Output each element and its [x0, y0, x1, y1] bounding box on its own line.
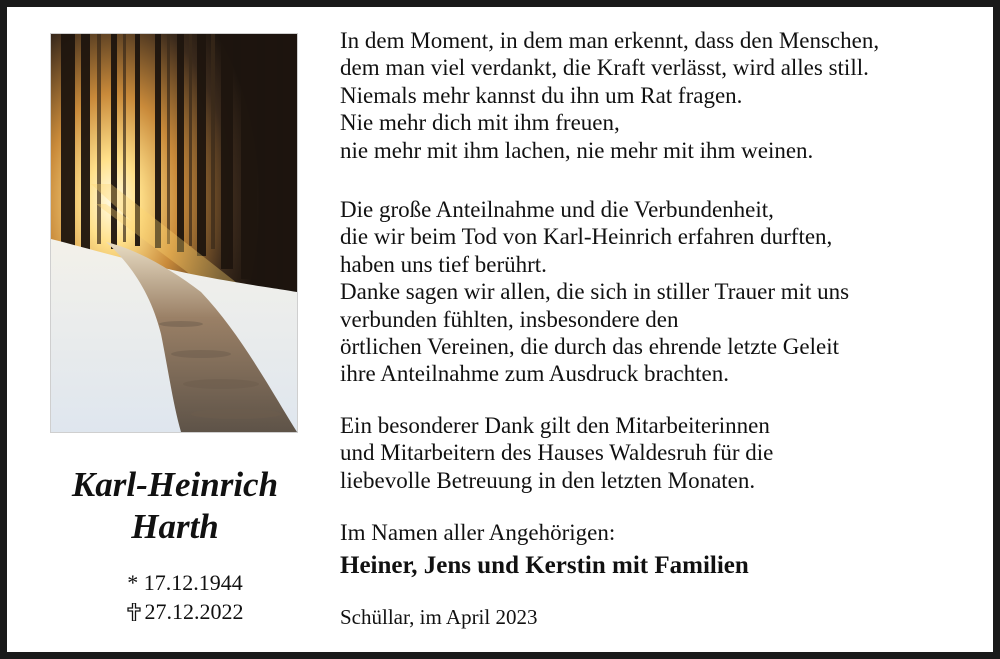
text-line: Ein besonderer Dank gilt den Mitarbeiterinnen [340, 413, 770, 438]
text-line: liebevolle Betreuung in den letzten Monaten. [340, 467, 756, 493]
text-line: die wir beim Tod von Karl-Heinrich erfahren durften, [340, 224, 833, 250]
paragraph-thanks [340, 196, 960, 388]
text-line: Im Namen aller Angehörigen: [340, 520, 616, 545]
signature-intro [340, 519, 960, 546]
cross-icon [127, 603, 141, 621]
text-line: Niemals mehr kannst du ihn um Rat fragen. [340, 82, 743, 108]
text-line: dem man viel verdankt, die Kraft verlässt, wird alles still. [340, 55, 869, 81]
text-line: verbunden fühlten, insbesondere den [340, 306, 679, 332]
text-line: und Mitarbeitern des Hauses Waldesruh für die [340, 440, 774, 466]
deceased-last-name: Harth [131, 507, 219, 546]
text-line: Danke sagen wir allen, die sich in stiller Trauer mit uns [340, 279, 850, 305]
text-line: In dem Moment, in dem man erkennt, dass den Menschen, [340, 28, 880, 53]
text-line: nie mehr mit ihm lachen, nie mehr mit ihm weinen. [340, 137, 814, 163]
deceased-first-name: Karl-Heinrich [71, 465, 279, 504]
place-and-date: Schüllar, im April 2023 [340, 605, 538, 629]
paragraph-special-thanks [340, 412, 960, 494]
text-line: ihre Anteilnahme zum Ausdruck brachten. [340, 361, 729, 387]
death-date: 27.12.2022 [144, 599, 244, 624]
text-line: haben uns tief berührt. [340, 251, 547, 277]
text-line: Nie mehr dich mit ihm freuen, [340, 110, 620, 136]
signers-names: Heiner, Jens und Kerstin mit Familien [340, 552, 749, 579]
forest-path-photo [50, 33, 298, 433]
paragraph-intro-poem [340, 27, 960, 164]
text-line: örtlichen Vereinen, die durch das ehrende letzte Geleit [340, 334, 839, 360]
birth-date: * 17.12.1944 [127, 570, 243, 595]
death-date-row [90, 597, 280, 626]
text-line: Die große Anteilnahme und die Verbundenheit, [340, 197, 774, 222]
